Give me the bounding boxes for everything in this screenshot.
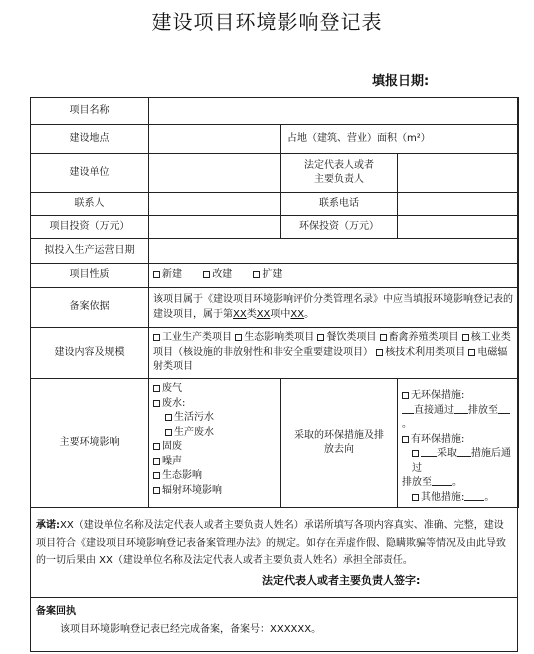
checkbox-icon[interactable] — [412, 450, 419, 457]
row-planned-date — [31, 239, 519, 264]
project-name-field[interactable] — [149, 98, 519, 125]
impact-noise[interactable]: 噪声 — [153, 455, 276, 470]
fill-date-label: 填报日期: — [372, 74, 430, 89]
contact-phone-field[interactable] — [398, 193, 519, 216]
checkbox-icon — [317, 334, 324, 341]
blank-line[interactable] — [402, 404, 414, 414]
checkbox-icon — [380, 334, 387, 341]
row-filing-basis — [31, 288, 519, 328]
checkbox-icon — [412, 494, 419, 501]
legal-rep-field[interactable] — [398, 154, 519, 193]
contact-label: 联系人 — [31, 193, 149, 216]
filing-item-value[interactable]: XX — [290, 308, 305, 320]
nature-label: 项目性质 — [31, 264, 149, 288]
nature-option-new[interactable]: 新建 — [153, 269, 182, 280]
impact-options — [149, 379, 281, 508]
measure-other[interactable]: 其他措施: 。 — [402, 491, 514, 506]
nature-option-rebuild[interactable]: 改建 — [203, 269, 232, 280]
receipt-divider — [30, 597, 518, 598]
pledge-label: 承诺: — [36, 520, 60, 531]
blank-line[interactable] — [457, 447, 471, 457]
filing-category-value[interactable]: XX — [233, 308, 247, 320]
measure-direct-line: 直接通过 排放至。 — [402, 404, 514, 433]
content-option-electromagnetic[interactable]: 电磁辐射类项目 — [153, 346, 508, 373]
row-contact — [31, 193, 519, 216]
checkbox-icon — [153, 385, 160, 392]
blank-line[interactable] — [421, 447, 437, 457]
checkbox-icon — [203, 271, 210, 278]
measure-has[interactable]: 有环保措施: — [402, 433, 514, 448]
measure-discharge-line: 排放至 。 — [402, 477, 462, 488]
impact-radiation[interactable]: 辐射环境影响 — [153, 484, 276, 499]
form-title: 建设项目环境影响登记表 — [151, 10, 383, 34]
content-option-industrial[interactable]: 工业生产类项目 — [153, 332, 232, 343]
row-env-impact — [31, 379, 519, 508]
checkbox-icon — [153, 271, 160, 278]
blank-line[interactable] — [498, 404, 510, 414]
content-scale-label: 建设内容及规模 — [31, 328, 149, 379]
impact-waste-water[interactable]: 废水: — [153, 397, 276, 412]
env-impact-label: 主要环境影响 — [31, 379, 149, 508]
blank-line[interactable] — [454, 404, 468, 414]
checkbox-icon — [153, 443, 160, 450]
checkbox-icon — [235, 334, 242, 341]
row-project-name — [31, 98, 519, 125]
checkbox-icon — [153, 472, 160, 479]
checkbox-icon — [165, 429, 172, 436]
checkbox-icon — [153, 334, 160, 341]
row-construction-unit — [31, 154, 519, 193]
floor-area-label — [281, 125, 519, 154]
row-content-scale — [31, 328, 519, 379]
measure-none[interactable]: 无环保措施: — [402, 389, 514, 404]
blank-line[interactable] — [432, 476, 452, 486]
nature-option-expand[interactable]: 扩建 — [253, 269, 282, 280]
content-options — [149, 328, 519, 379]
location-label: 建设地点 — [31, 125, 149, 154]
planned-date-field[interactable] — [149, 239, 519, 264]
receipt-title: 备案回执 — [36, 606, 76, 617]
location-field[interactable] — [149, 125, 281, 154]
content-option-ecological[interactable]: 生态影响类项目 — [235, 332, 314, 343]
checkbox-icon — [153, 458, 160, 465]
checkbox-icon — [253, 271, 260, 278]
impact-waste-gas[interactable]: 废气 — [153, 382, 276, 397]
pledge-section — [30, 512, 518, 575]
content-option-nuclear-industry[interactable]: 核工业类项目（核设施的非放射性和非安全重要建设项目） — [153, 332, 511, 358]
signature-label: 法定代表人或者主要负责人签字: — [262, 574, 421, 587]
investment-label: 项目投资（万元） — [31, 216, 149, 239]
impact-eco[interactable]: 生态影响 — [153, 469, 276, 484]
impact-solid-waste[interactable]: 固废 — [153, 440, 276, 455]
checkbox-icon — [153, 487, 160, 494]
checkbox-icon — [402, 436, 409, 443]
checkbox-icon — [468, 349, 475, 356]
nature-options — [149, 264, 519, 288]
construction-unit-field[interactable] — [149, 154, 281, 193]
filing-basis-label: 备案依据 — [31, 288, 149, 328]
row-investment — [31, 216, 519, 239]
checkbox-icon — [165, 414, 172, 421]
planned-date-label: 拟投入生产运营日期 — [31, 239, 149, 264]
checkbox-icon — [376, 349, 383, 356]
row-nature — [31, 264, 519, 288]
content-option-catering[interactable]: 餐饮类项目 — [317, 332, 376, 343]
env-investment-label: 环保投资（万元） — [281, 216, 398, 239]
filing-basis-text: 该项目属于《建设项目环境影响评价分类管理名录》中应当填报环境影响登记表的建设项目，属于第XX类XX项中XX。 — [149, 288, 519, 328]
legal-rep-label: 法定代表人或者 主要负责人 — [281, 154, 398, 193]
filing-class-value[interactable]: XX — [256, 308, 271, 320]
env-investment-field[interactable] — [398, 216, 519, 239]
measures-label: 采取的环保措施及排放去向 — [281, 379, 398, 508]
blank-line[interactable] — [464, 491, 484, 501]
measure-take-line: 采取 措施后通过 — [412, 448, 511, 474]
receipt-section — [36, 603, 321, 639]
receipt-text: 该项目环境影响登记表已经完成备案，备案号：XXXXXX。 — [60, 624, 322, 635]
registration-form-table — [30, 97, 519, 508]
floor-area-label-text: 占地（建筑、营业）面积（m²） — [287, 132, 431, 144]
investment-field[interactable] — [149, 216, 281, 239]
construction-unit-label: 建设单位 — [31, 154, 149, 193]
content-option-nuclear-tech[interactable]: 核技术利用类项目 — [376, 347, 465, 358]
impact-domestic-sewage[interactable]: 生活污水 — [153, 411, 276, 426]
impact-production-wastewater[interactable]: 生产废水 — [153, 426, 276, 441]
checkbox-icon — [153, 400, 160, 407]
checkbox-icon — [462, 334, 469, 341]
measures-options — [398, 379, 519, 508]
project-name-label: 项目名称 — [31, 98, 149, 125]
content-option-livestock[interactable]: 畜禽养殖类项目 — [380, 332, 459, 343]
contact-field[interactable] — [149, 193, 281, 216]
row-location — [31, 125, 519, 154]
checkbox-icon — [402, 392, 409, 399]
contact-phone-label: 联系电话 — [281, 193, 398, 216]
pledge-text: XX（建设单位名称及法定代表人或者主要负责人姓名）承诺所填写各项内容真实、准确、完整，建设项目符合《建设项目环境影响登记表备案管理办法》的规定。如存在弄虚作假、隐瞒欺骗等情况及由此导致的一切后果由 XX（建设单位名称及法定代表人或者主要负责人姓名）承担全部责任。 — [36, 520, 506, 566]
